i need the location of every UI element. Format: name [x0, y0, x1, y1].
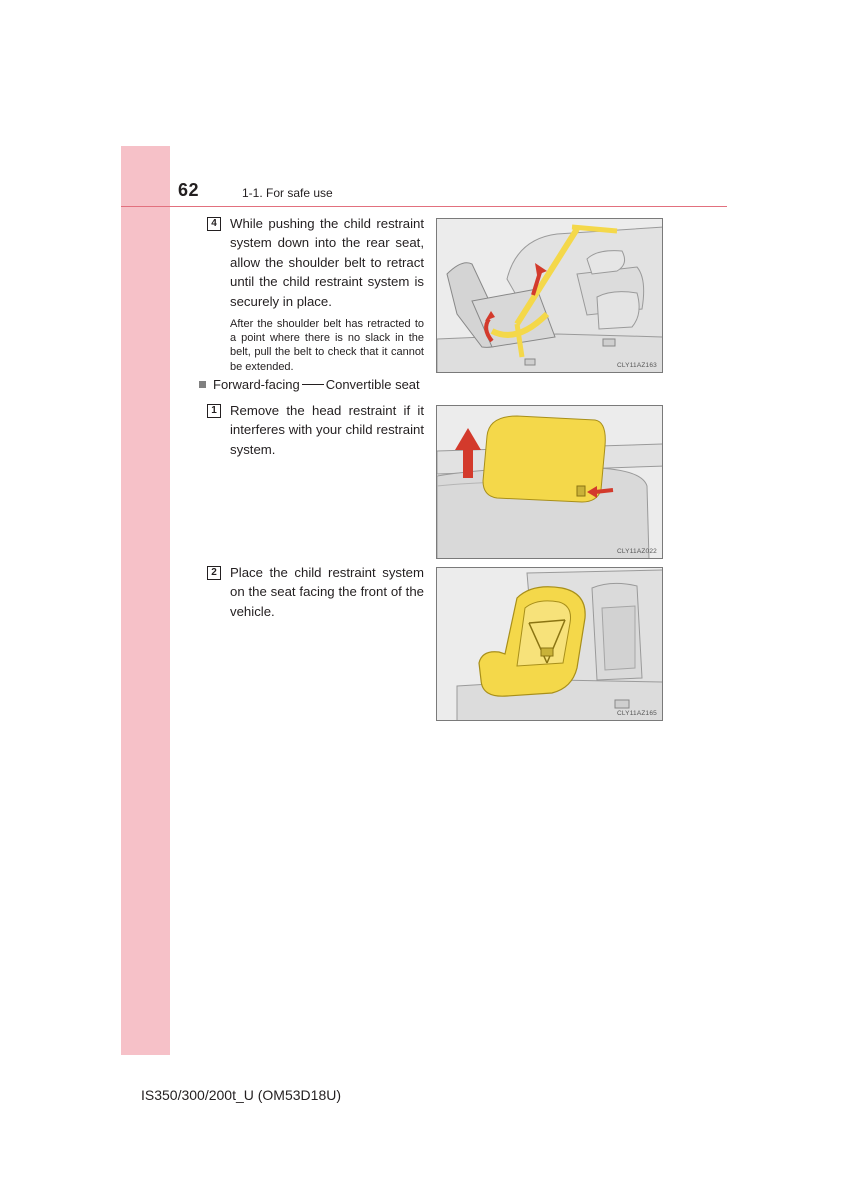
header-rule: [121, 206, 727, 207]
step-number-2: 2: [207, 566, 221, 580]
subheading-right: Convertible seat: [325, 377, 420, 392]
page-number: 62: [178, 180, 200, 200]
figure-convertible-seat-placement: [436, 567, 663, 721]
step-number-1: 1: [207, 404, 221, 418]
step-4-text: While pushing the child restraint system down into the rear seat, allow the shoulder belt to retract until the child restraint system is securely in place.: [230, 216, 424, 309]
head-restraint-illustration: [437, 406, 663, 559]
square-bullet-icon: [199, 381, 206, 388]
chapter-side-band: [121, 146, 170, 1055]
step-2-text: Place the child restraint system on the seat facing the front of the vehicle.: [230, 565, 424, 619]
convertible-seat-illustration: [437, 568, 663, 721]
dash-separator: [302, 384, 324, 385]
section-title: 1-1. For safe use: [242, 186, 333, 200]
step-4-note: After the shoulder belt has retracted to a point where there is no slack in the belt, pull the belt to check that it cannot be extended.: [230, 318, 424, 373]
figure-code-1: CLY11AZ163: [616, 362, 657, 369]
rear-seat-belt-illustration: [437, 219, 663, 373]
figure-code-3: CLY11AZ165: [616, 710, 657, 717]
step-1-text: Remove the head restraint if it interferes with your child restraint system.: [230, 403, 424, 457]
subheading-left: Forward-facing: [213, 377, 300, 392]
figure-code-2: CLY11AZ022: [616, 548, 657, 555]
figure-head-restraint-removal: [436, 405, 663, 559]
step-number-4: 4: [207, 217, 221, 231]
footer-model-code: IS350/300/200t_U (OM53D18U): [141, 1087, 341, 1103]
subheading-forward-facing: [199, 377, 420, 392]
figure-child-restraint-belt-retract: [436, 218, 663, 373]
